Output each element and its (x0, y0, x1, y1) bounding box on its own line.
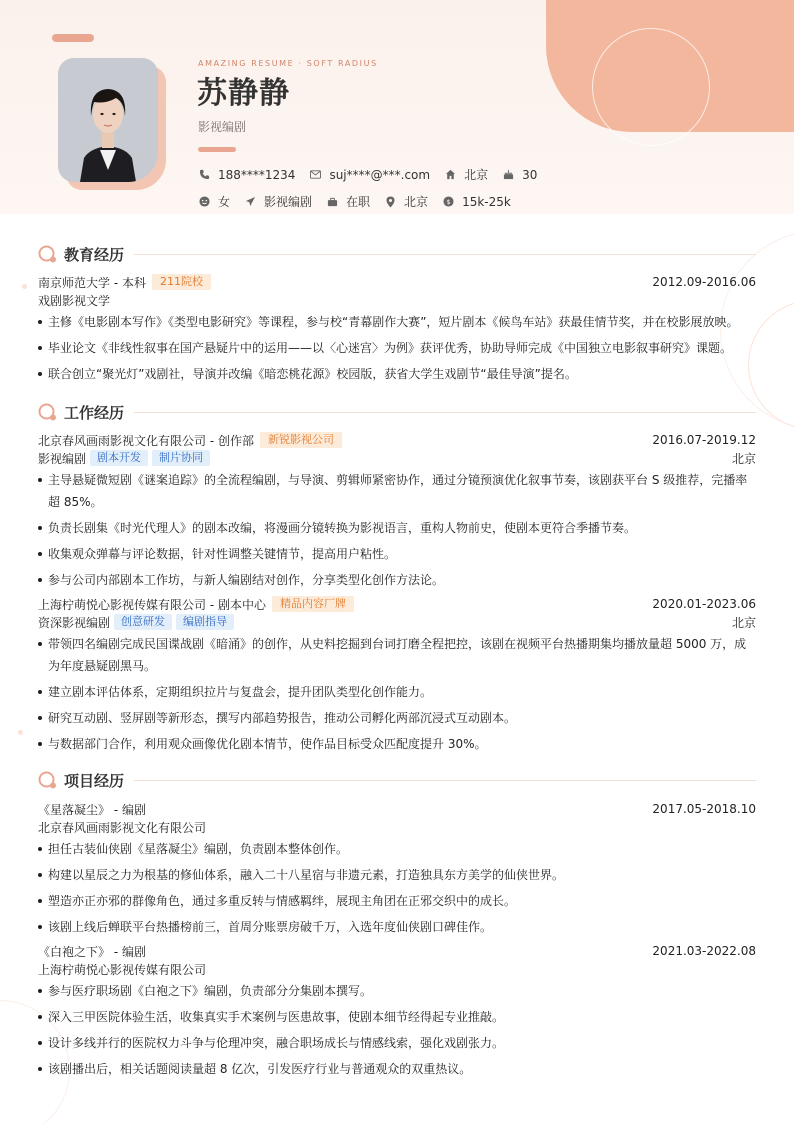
target-role-item (244, 193, 312, 210)
project-company-line (38, 818, 756, 836)
search-icon (38, 770, 58, 790)
salary-item (442, 195, 511, 209)
list-item: 联合创立“聚光灯”戏剧社，导演并改编《暗恋桃花源》校园版，获省大学生戏剧节“最佳导演”提名。 (38, 363, 756, 385)
project-header-line (38, 800, 756, 818)
search-icon (38, 402, 58, 422)
money-icon (442, 196, 454, 208)
target-role-text: 影视编剧 (264, 195, 313, 209)
work-entry (38, 431, 756, 591)
send-icon (244, 196, 256, 208)
work-header-line (38, 431, 756, 449)
school-tag: 211院校 (152, 274, 211, 290)
list-item: 建立剧本评估体系，定期组织拉片与复盘会，提升团队类型化创作能力。 (38, 681, 756, 703)
list-item: 收集观众弹幕与评论数据，针对性调整关键情节，提高用户粘性。 (38, 543, 756, 565)
work-date: 2020.01-2023.06 (652, 597, 756, 611)
list-item: 参与公司内部剧本工作坊，与新人编剧结对创作，分享类型化创作方法论。 (38, 569, 756, 591)
email-text: suj****@***.com (329, 167, 431, 182)
project-name: 《星落凝尘》 - 编剧 (38, 802, 146, 817)
search-icon (38, 244, 58, 264)
contact-row (198, 166, 551, 183)
education-section (38, 242, 756, 389)
list-item: 该剧上线后蝉联平台热播榜前三，首周分账票房破千万，入选年度仙侠剧口碑佳作。 (38, 916, 756, 938)
section-divider (134, 254, 756, 255)
project-date: 2021.03-2022.08 (652, 944, 756, 958)
company-name: 北京春风画雨影视文化有限公司 - 创作部 (38, 433, 254, 448)
salary-text: 15k-25k (462, 194, 511, 209)
position-line (38, 449, 756, 467)
list-item: 研究互动剧、竖屏剧等新形态，撰写内部趋势报告，推动公司孵化两部沉浸式互动剧本。 (38, 707, 756, 729)
candidate-name: 苏静静 (197, 76, 290, 111)
status-item (326, 193, 370, 210)
gender-item (198, 193, 230, 210)
education-header-line (38, 273, 756, 291)
list-item: 参与医疗职场剧《白袍之下》编剧，负责部分分集剧本撰写。 (38, 980, 756, 1002)
work-entry (38, 595, 756, 755)
list-item: 设计多线并行的医院权力斗争与伦理冲突，融合职场成长与情感线索，强化戏剧张力。 (38, 1032, 756, 1054)
target-city-item (384, 193, 428, 210)
avatar-photo (58, 58, 158, 182)
name-underline (198, 147, 236, 152)
section-title: 工作经历 (64, 403, 125, 422)
major-text: 戏剧影视文学 (38, 293, 111, 308)
target-city-text: 北京 (404, 195, 429, 209)
candidate-role: 影视编剧 (198, 120, 247, 134)
major-line (38, 291, 756, 309)
phone-icon (198, 169, 210, 181)
email-icon (309, 169, 321, 181)
svg-text:$: $ (446, 197, 451, 206)
education-date: 2012.09-2016.06 (652, 275, 756, 289)
company-tag: 精品内容厂牌 (272, 596, 354, 612)
header-decoration-circle (592, 28, 710, 146)
work-city: 北京 (731, 451, 756, 466)
work-bullets (38, 633, 756, 755)
company-name: 上海柠萌悦心影视传媒有限公司 - 剧本中心 (38, 597, 266, 612)
home-icon (444, 169, 456, 181)
project-header-line (38, 942, 756, 960)
project-bullets (38, 838, 756, 938)
header-accent-bar (52, 34, 94, 42)
company-tag: 新锐影视公司 (260, 432, 342, 448)
cake-icon (502, 169, 514, 181)
age-text: 30 (522, 167, 538, 182)
school-name: 南京师范大学 - 本科 (38, 275, 146, 290)
project-date: 2017.05-2018.10 (652, 802, 756, 816)
list-item: 主修《电影剧本写作》《类型电影研究》等课程，参与校“青幕剧作大赛”，短片剧本《候鸟车站》获最佳情节奖，并在校影展放映。 (38, 311, 756, 333)
age-item (502, 168, 537, 182)
project-entry (38, 800, 756, 938)
decoration-dot (22, 284, 27, 289)
list-item: 塑造亦正亦邪的群像角色，通过多重反转与情感羁绊，展现主角团在正邪交织中的成长。 (38, 890, 756, 912)
section-title: 教育经历 (64, 245, 125, 264)
work-section (38, 400, 756, 759)
section-header (38, 242, 756, 266)
section-title: 项目经历 (64, 771, 125, 790)
status-text: 在职 (346, 195, 371, 209)
work-header-line (38, 595, 756, 613)
section-header (38, 400, 756, 424)
list-item: 与数据部门合作，利用观众画像优化剧本情节，使作品目标受众匹配度提升 30%。 (38, 733, 756, 755)
skill-tag: 剧本开发 (90, 450, 148, 466)
list-item: 毕业论文《非线性叙事在国产悬疑片中的运用——以〈心迷宫〉为例》获评优秀，协助导师完成《中国独立电影叙事研究》课题。 (38, 337, 756, 359)
skill-tag: 创意研发 (114, 614, 172, 630)
position-text: 资深影视编剧 (38, 615, 111, 630)
location-pin-icon (384, 196, 396, 208)
section-divider (134, 412, 756, 413)
phone-text: 188****1234 (218, 167, 296, 182)
location-text: 北京 (464, 168, 489, 182)
work-bullets (38, 469, 756, 591)
project-company-line (38, 960, 756, 978)
skill-tag: 制片协同 (152, 450, 210, 466)
project-company: 北京春风画雨影视文化有限公司 (38, 820, 207, 835)
work-city: 北京 (731, 615, 756, 630)
list-item: 该剧播出后，相关话题阅读量超 8 亿次，引发医疗行业与普通观众的双重热议。 (38, 1058, 756, 1080)
position-text: 影视编剧 (38, 451, 87, 466)
list-item: 主导悬疑微短剧《谜案追踪》的全流程编剧，与导演、剪辑师紧密协作，通过分镜预演优化叙事节奏，该剧获平台 S 级推荐，完播率超 85%。 (38, 469, 756, 513)
work-date: 2016.07-2019.12 (652, 433, 756, 447)
project-name: 《白袍之下》 - 编剧 (38, 944, 146, 959)
projects-section (38, 768, 756, 1084)
project-entry (38, 942, 756, 1080)
profile-row (198, 193, 525, 210)
section-header (38, 768, 756, 792)
smiley-icon (198, 196, 210, 208)
gender-text: 女 (218, 195, 231, 209)
project-bullets (38, 980, 756, 1080)
list-item: 担任古装仙侠剧《星落凝尘》编剧，负责剧本整体创作。 (38, 838, 756, 860)
location-item (444, 166, 488, 183)
list-item: 负责长剧集《时光代理人》的剧本改编，将漫画分镜转换为影视语言，重构人物前史，使剧本更符合季播节奏。 (38, 517, 756, 539)
list-item: 构建以星辰之力为根基的修仙体系，融入二十八星宿与非遗元素，打造独具东方美学的仙侠世界。 (38, 864, 756, 886)
phone-item (198, 168, 295, 182)
education-bullets (38, 311, 756, 385)
list-item: 深入三甲医院体验生活，收集真实手术案例与医患故事，使剧本细节经得起专业推敲。 (38, 1006, 756, 1028)
resume-tagline: AMAZING RESUME · SOFT RADIUS (198, 59, 378, 68)
position-line (38, 613, 756, 631)
education-entry (38, 273, 756, 385)
skill-tag: 编剧指导 (176, 614, 234, 630)
project-company: 上海柠萌悦心影视传媒有限公司 (38, 962, 207, 977)
list-item: 带领四名编剧完成民国谍战剧《暗涌》的创作，从史料挖掘到台词打磨全程把控，该剧在视频平台热播期集均播放量超 5000 万，成为年度悬疑剧黑马。 (38, 633, 756, 677)
section-divider (134, 780, 756, 781)
decoration-dot (18, 730, 23, 735)
briefcase-icon (326, 196, 338, 208)
email-item (309, 168, 430, 182)
